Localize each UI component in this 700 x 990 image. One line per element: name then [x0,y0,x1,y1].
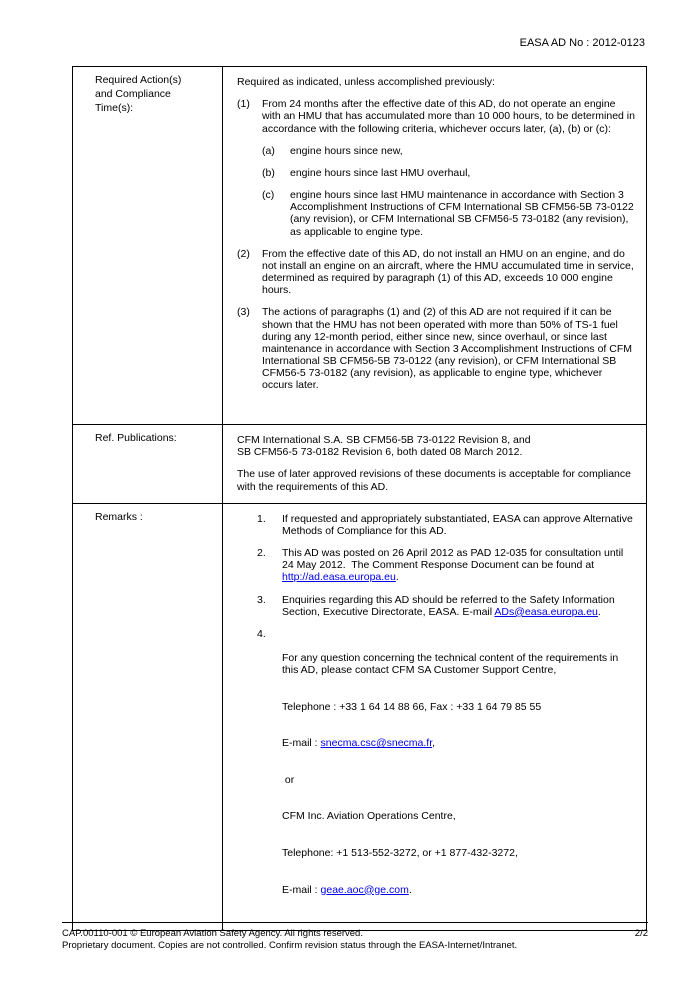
ref-line-1: CFM International S.A. SB CFM56-5B 73-0122 Revision 8, and [237,434,531,446]
contact-line-or: or [282,773,295,786]
label-line: and Compliance [95,87,171,100]
numbered-item-3 [237,306,636,391]
ad-table [72,66,647,931]
link-ads-email[interactable]: ADs@easa.europa.eu [494,605,598,618]
contact-line-telephone: Telephone: +1 513-552-3272, or +1 877-432-3272, [282,846,518,859]
text-segment: , [432,737,436,750]
item-text: If requested and appropriately substantiated, EASA can approve Alternative Methods of Compliance for this AD. [282,512,636,537]
contact-line: For any question concerning the technical content of the requirements in this AD, please contact CFM SA Customer Support Centre, [282,652,622,677]
ref-paragraph-1 [237,434,636,458]
remark-item-4 [257,628,636,920]
item-text [282,594,636,618]
row-label-remarks: Remarks : [73,504,223,930]
footer-copyright: CAP.00110-001 © European Aviation Safety Agency. All rights reserved. [62,928,363,939]
sub-list [262,145,636,238]
sub-item-a [262,145,636,157]
contact-line-telephone: Telephone : +33 1 64 14 88 66, Fax : +33 1 64 79 85 55 [282,700,542,713]
link-ad-easa-europa[interactable]: http://ad.easa.europa.eu [282,571,396,584]
sub-item-number: (a) [262,144,275,157]
text-segment: . [395,571,399,584]
item-text: The actions of paragraphs (1) and (2) of this AD are not required if it can be shown that the HMU has not been operated with more than 50% of TS-1 fuel during any 12-month period, either since new, since overhaul, or since last maintenance in accordance with Section 3 Accomplishment Instructions of CFM International SB CFM56-5B 73-0122 (any revision), or CFM International SB CFM56-5 73-0182 (any revision), as applicable to engine type, whichever occurs later. [262,306,635,392]
numbered-item-1 [237,98,636,135]
item-number: 2. [257,547,266,560]
numbered-item-2 [237,248,636,297]
row-content-remarks [223,504,646,930]
item-number: (2) [237,247,250,260]
row-label-ref-publications: Ref. Publications: [73,425,223,503]
item-text [282,628,636,920]
text-segment: . [408,883,412,896]
link-snecma-email[interactable]: snecma.csc@snecma.fr [320,737,433,750]
page-footer [62,922,648,952]
label-line: Time(s): [95,101,134,114]
table-row-required-actions [73,67,646,424]
text-segment: This AD was posted on 26 April 2012 as PAD 12-035 for consultation until 24 May 2012. The Comment Response Document can be found at [282,547,627,572]
page-number: 2/2 [634,928,648,939]
item-text: From the effective date of this AD, do not install an HMU on an engine, and do not install an engine on an aircraft, where the HMU accumulated time in service, determined as required by paragraph (1) of this AD, exceeds 10 000 engine hours. [262,247,637,297]
intro-paragraph: Required as indicated, unless accomplished previously: [237,76,495,88]
text-segment: E-mail : [282,883,321,896]
table-row-ref-publications [73,424,646,503]
item-text: From 24 months after the effective date of this AD, do not operate an engine with an HMU that has accumulated more than 10 000 hours, to be determined in accordance with the following criteria, whichever occurs later, (a), (b) or (c): [262,98,638,135]
label-line: Required Action(s) [95,74,182,86]
contact-line-email [282,737,636,749]
sub-item-number: (c) [262,189,275,202]
item-number: (3) [237,306,250,319]
remark-item-1 [257,513,636,537]
sub-item-c [262,189,636,238]
sub-item-number: (b) [262,166,275,179]
sub-item-text: engine hours since new, [290,144,403,157]
ref-line-2: SB CFM56-5 73-0182 Revision 6, both dated 08 March 2012. [237,446,523,459]
row-content-required-actions [223,67,646,424]
text-segment: . [597,605,601,618]
item-number: 3. [257,593,266,606]
text-segment: E-mail : [282,737,321,750]
table-row-remarks [73,503,646,930]
row-label-required-actions [73,67,223,424]
item-number: 1. [257,512,266,525]
ad-number-header: EASA AD No : 2012-0123 [519,37,645,49]
row-content-ref-publications [223,425,646,503]
item-text [282,547,636,584]
sub-item-text: engine hours since last HMU maintenance in accordance with Section 3 Accomplishment Instructions of CFM International SB CFM56-5B 73-0122 (any revision), or CFM International SB CFM56-5 73-0182 (any revision), as applicable to engine type. [290,189,637,238]
remarks-list [257,513,636,920]
item-number: 4. [257,627,266,640]
footer-line-1 [62,928,648,940]
contact-line: CFM Inc. Aviation Operations Centre, [282,810,456,823]
item-number: (1) [237,98,250,111]
sub-item-text: engine hours since last HMU overhaul, [290,166,471,179]
link-geae-email[interactable]: geae.aoc@ge.com [320,883,409,896]
contact-line-email [282,884,636,896]
ref-paragraph-2: The use of later approved revisions of these documents is acceptable for compliance with the requirements of this AD. [237,468,634,493]
sub-item-b [262,167,636,179]
remark-item-2 [257,547,636,584]
remark-item-3 [257,594,636,618]
footer-line-2: Proprietary document. Copies are not controlled. Confirm revision status through the EASA-Internet/Intranet. [62,939,518,951]
text-segment: Enquiries regarding this AD should be referred to the Safety Information Section, Executive Directorate, EASA. E-mail [282,593,618,618]
